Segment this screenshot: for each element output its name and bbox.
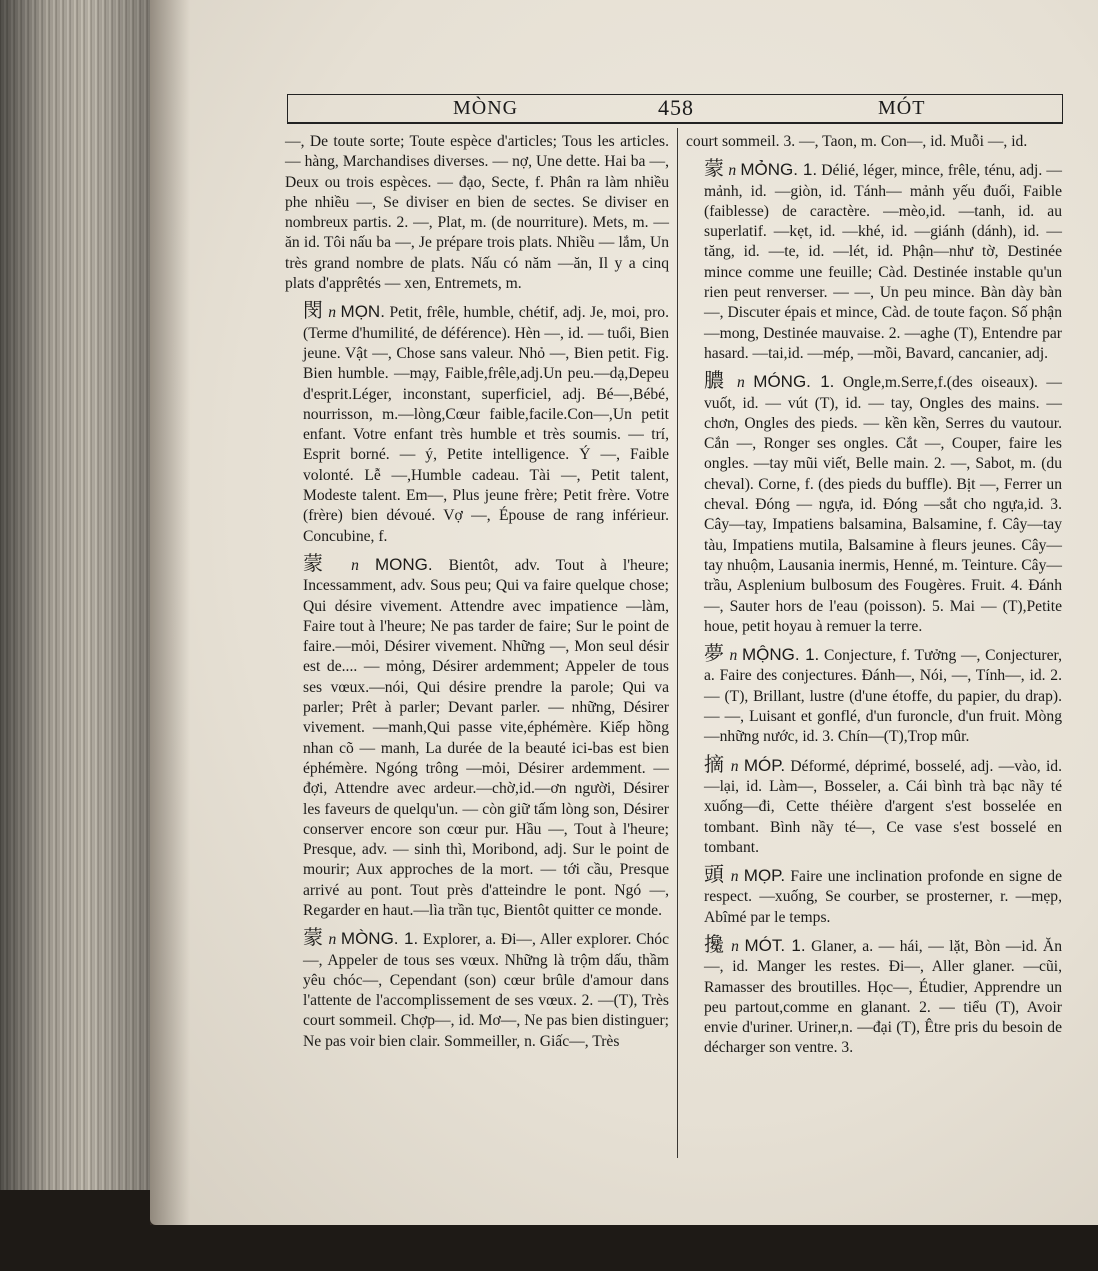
headword: MONG. xyxy=(374,554,433,574)
entry-text: Ongle,m.Serre,f.(des oiseaux). — vuốt, id. — vút (T), id. — tay, Ongles des mains. —chơn, Ongles des pieds. — kền kền, Serres du vautour. Cắn —, Ronger ses ongles. Cắt —, Couper, faire les ongles. —tay mũi viết, Belle main. 2. —, Sabot, m. (du cheval). Corne, f. (des pieds du buffle). Bịt —, Ferrer un cheval. Đóng — ngựa, id. Đóng —sắt cho ngựa,id. 3. Cây—tay, Impatiens balsamina, Balsamine, f. Cây—tay tàu, Impatiens mutila, Balsamine à fleurs jeunes. Cây—tay nhuộm, Lausania inermis, Henné, m. Teinture. Cây— trầu, Asplenium bulbosum des Fougères. Fruit. 4. Đánh —, Sauter hors de l'eau (poisson). 5. Mai — (T),Petite houe, petit hoyau à remuer la terre. xyxy=(704,374,1062,635)
chinese-character: 蒙 xyxy=(303,550,336,575)
word-type: n xyxy=(737,374,745,392)
entry-text: court sommeil. 3. —, Taon, m. Con—, id. Muỗi —, id. xyxy=(686,133,1028,150)
chinese-character: 夢 xyxy=(704,641,725,666)
chinese-character: 攙 xyxy=(704,931,726,956)
headword: MỌP. xyxy=(743,866,786,886)
column-divider xyxy=(677,128,678,1158)
entry-continuation xyxy=(686,132,1062,152)
entry-text: Glaner, a. — hái, — lặt, Bòn —id. Ăn —, id. Manger les restes. Đi—, Aller glaner. —cũi, Ramasser des broutilles. Học—, Étudier, Apprendre un peu partout,comme en glanant. 2. — tiểu (T), Avoir envie d'uriner. Uriner,n. —đại (T), Être pris du besoin de décharger son ventre. 3. xyxy=(704,937,1062,1057)
dictionary-entry xyxy=(686,931,1062,1059)
headword: MỘNG. 1. xyxy=(741,645,820,665)
word-type: n xyxy=(729,647,738,665)
dictionary-entry xyxy=(686,643,1062,747)
headword: MÓT. 1. xyxy=(744,935,806,955)
entry-text: Faire une inclination profonde en signe de respect. —xuống, Se courber, se prosterner, r. —mẹp, Abîmé par le temps. xyxy=(704,868,1062,926)
dictionary-entry xyxy=(285,927,669,1052)
entry-text: Petit, frêle, humble, chétif, adj. Je, moi, pro. (Terme d'humilité, de déférence). Hèn —, id. — tuổi, Bien jeune. Vật —, Chose sans valeur. Nhỏ —, Bien petit. Fig. Bien humble. —mạy, Faible,frêle,adj.Un peu.—dạ,Depeu d'esprit.Léger, inconstant, superficiel, adj. Bé—,Bébé, nourrisson, m.—lòng,Cœur faible,facile.Con—,Un petit enfant. Votre enfant très humble et très soumis. — trí, Esprit borné. — ý, Petite intelligence. Ý —, Faible volonté. Lễ —,Humble cadeau. Tài —, Petit talent, Modeste talent. Em—, Plus jeune frère; Petit frère. Votre (frère) bien dévoué. Vợ —, Épouse de rang inférieur. Concubine, f. xyxy=(303,304,669,545)
running-header xyxy=(287,94,1063,124)
page-number: 458 xyxy=(658,95,694,120)
chinese-character: 頭 xyxy=(704,862,726,887)
entry-text: Explorer, a. Đi—, Aller explorer. Chóc—, Appeler de tous ses vœux. Những là trộm dấu, thầm yêu chóc—, Cependant (son) cœur brûle d'amour dans l'attente de l'accomplissement de ses vœux. 2. —(T), Très court sommeil. Chợp—, id. Mơ—, Ne pas bien distinguer; Ne pas voir bien clair. Sommeiller, n. Giấc—, Très xyxy=(303,931,669,1050)
book-edge-shadow xyxy=(0,0,160,1271)
headword: MÒNG. 1. xyxy=(340,929,419,949)
chinese-character: 蒙 xyxy=(303,925,324,950)
dictionary-entry xyxy=(285,300,669,547)
entry-continuation xyxy=(285,132,669,294)
headword: MÓP. xyxy=(743,755,786,775)
dictionary-entry xyxy=(686,158,1062,364)
word-type: n xyxy=(728,162,737,180)
entry-text: Bientôt, adv. Tout à l'heure; Incessamment, adv. Sous peu; Qui va faire quelque chose; Qui désire vivement. Attendre avec impatience —làm, Faire tout à l'heure; Ne pas tarder de faire; Sur le point de faire.—mỏi, Désirer vivement. Những —, Mon seul désir est de.... — mỏng, Désirer ardemment; Appeler de tous ses vœux.—nói, Qui désire prendre la parole; Qui va parler; Prêt à parler; Devant parler. — những, Désirer vivement. —manh,Qui passe vite,éphémère. Kiếp hồng nhan cõ — manh, La durée de la beauté ici-bas est bien éphémère. Ngóng trông —mỏi, Désirer ardemment. — đợi, Attendre avec ardeur.—chờ,id.—ơn người, Désirer les faveurs de quelqu'un. — còn giữ tấm lòng son, Désirer conserver encore son cœur pur. Hầu —, Tout à l'heure; Presque, adv. — sinh thì, Moribond, adj. Sur le point de mourir; Aux approches de la mort. — tới cầu, Presque arrivé au pont. Tout près d'atteindre le pont. Ngó —, Regarder en haut.—lìa trần tục, Bientôt quitter ce monde. xyxy=(303,556,670,919)
chinese-character: 蒙 xyxy=(704,156,725,181)
word-type: n xyxy=(328,931,337,949)
word-type: n xyxy=(730,868,739,886)
dictionary-entry xyxy=(686,751,1063,858)
dictionary-entry xyxy=(686,864,1062,928)
entry-text: Conjecture, f. Tưởng —, Conjecturer, a. Faire des conjectures. Đánh—, Nói, —, Tính—, id. 2. — (T), Brillant, lustre (d'une étoffe, du papier, du drap). — —, Luisant et gonflé, d'un furoncle, d'un fruit. Mòng—những nước, id. 3. Chín—(T),Trop mûr. xyxy=(704,647,1062,746)
dictionary-entry xyxy=(285,550,670,921)
word-type: n xyxy=(730,757,739,775)
dictionary-entry xyxy=(686,370,1062,637)
chinese-character: 摘 xyxy=(704,751,726,776)
left-column xyxy=(285,132,669,1058)
word-type: n xyxy=(351,556,359,574)
headword: MÓNG. 1. xyxy=(753,372,835,392)
right-column xyxy=(686,132,1062,1065)
entry-text: —, De toute sorte; Toute espèce d'articles; Tous les articles. — hàng, Marchandises diverses. — nợ, Une dette. Hai ba —, Deux ou trois espèces. — đạo, Secte, f. Phân ra làm nhiều phe nhiều —, Se diviser en bien de sectes. Se diviser en nombreux partis. 2. —, Plat, m. (de nourriture). Mets, m. — ăn id. Tôi nấu ba —, Je prépare trois plats. Nhiều — lắm, Un très grand nombre de plats. Nấu có năm —ăn, Il y a cinq plats d'apprêtés — xen, Entremets, m. xyxy=(285,133,669,293)
word-type: n xyxy=(731,937,739,955)
header-left-guideword: MÒNG xyxy=(453,97,519,119)
chinese-character: 膿 xyxy=(704,368,729,393)
header-right-guideword: MÓT xyxy=(878,97,926,119)
headword: MỎNG. 1. xyxy=(740,160,818,180)
chinese-character: 閔 xyxy=(303,298,324,323)
word-type: n xyxy=(328,304,336,322)
entry-text: Délié, léger, mince, frêle, ténu, adj. —mảnh, id. —giòn, id. Tánh— mảnh yếu đuối, Faible (faiblesse) de caractère. —mèo,id. —tanh, id. au superlatif. —kẹt, id. —khé, id. —giánh (dánh), id. —tăng, id. —te, id. —lét, id. Phận—như tờ, Destinée mince comme une feuille; Càd. Destinée instable qu'un rien peut renverser. — —, Un peu mince. Bàn dày bàn—, Discuter épais et mince, Càd. de toute façon. Số phận—mong, Destinée mauvaise. 2. —aghe (T), Entendre par hasard. —tai,id. —mép, —mồi, Bavard, cancanier, adj. xyxy=(704,162,1063,362)
page-gutter-shadow xyxy=(150,0,190,1225)
entry-text: Déformé, déprimé, bosselé, adj. —vào, id. —lại, id. Làm—, Bosseler, a. Cái bình trà bạc nầy té xuống—đi, Cette théière d'argent s'est bosselée en tombant. Bình nầy té—, Ce vase s'est bosselé en tombant. xyxy=(704,757,1063,856)
headword: MỌN. xyxy=(340,302,385,322)
